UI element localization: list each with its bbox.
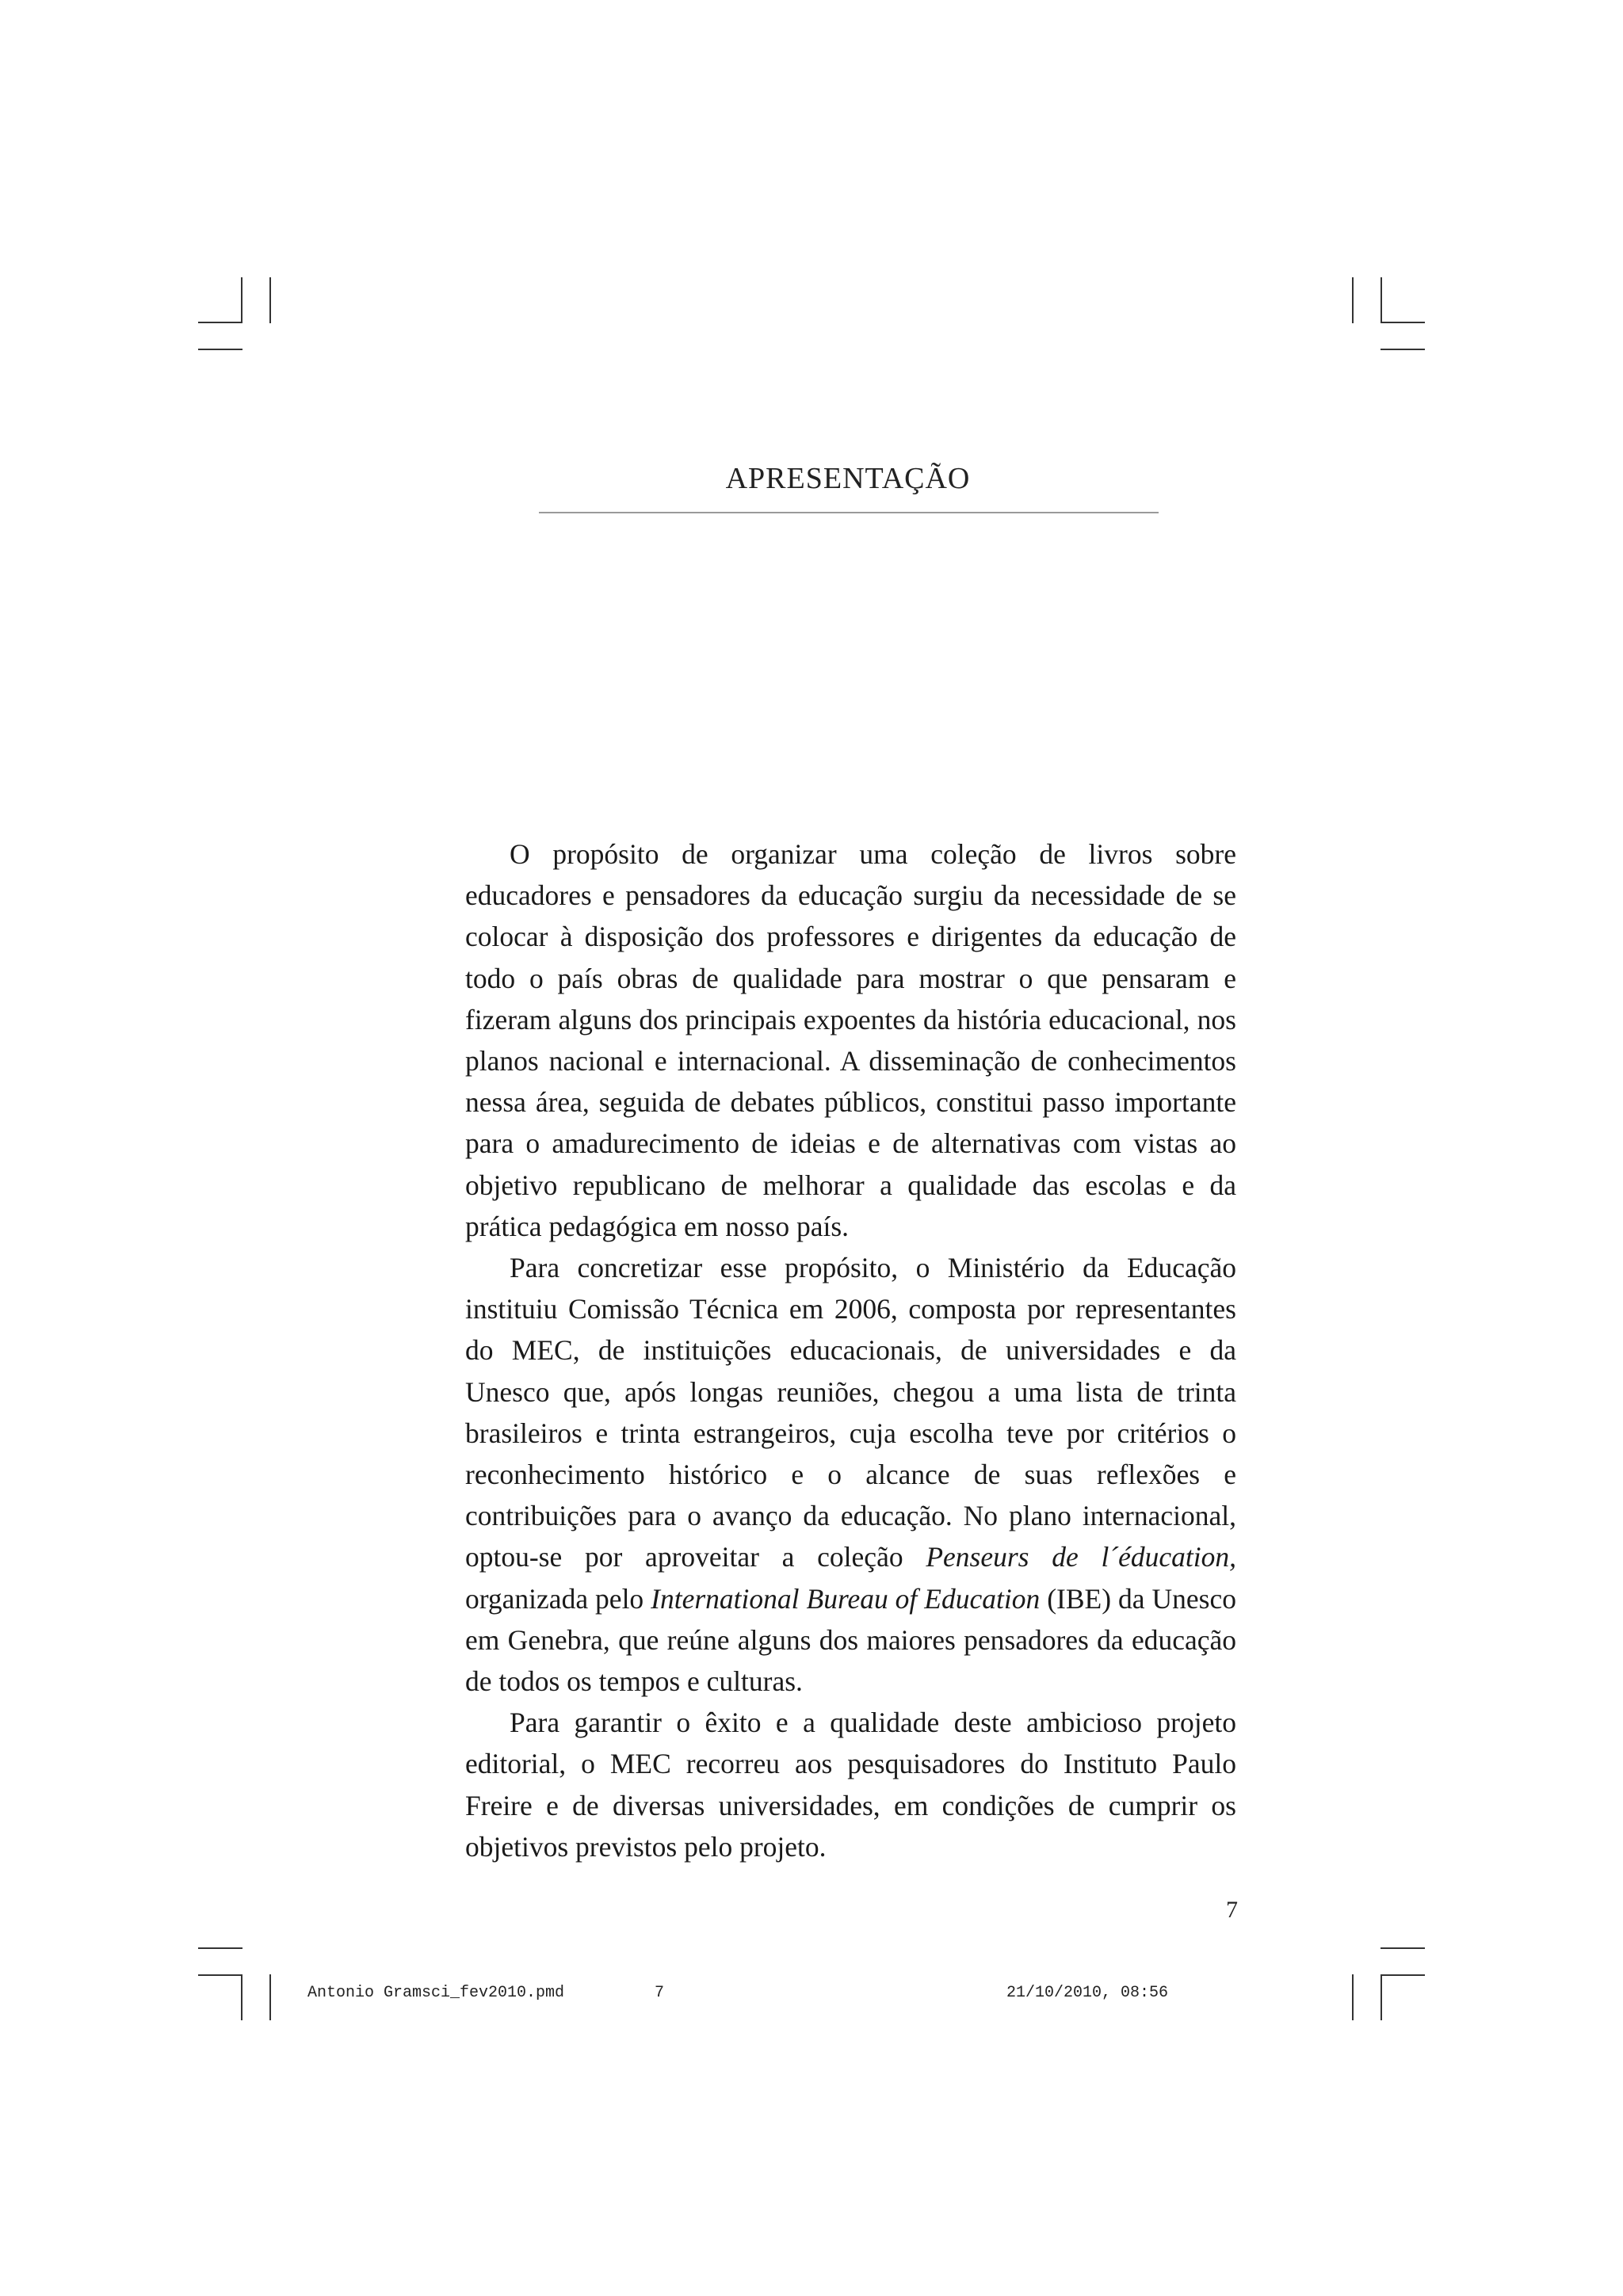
slug-filename: Antonio Gramsci_fev2010.pmd (307, 1984, 565, 2002)
paragraph (465, 1247, 1236, 1702)
paragraph: O propósito de organizar uma coleção de livros sobre educadores e pensadores da educação surgiu da necessidade de se colocar à disposição dos professores e dirigentes da educação de todo o país obras de qualidade para mostrar o que pensaram e fizeram alguns dos principais expoentes da história educacional, nos planos nacional e internacional. A disseminação de conhecimentos nessa área, seguida de debates públicos, constitui passo importante para o amadurecimento de ideias e de alternativas com vistas ao objetivo republicano de melhorar a qualidade das escolas e da prática pedagógica em nosso país. (465, 838, 1236, 1242)
paragraph: Para garantir o êxito e a qualidade deste ambicioso projeto editorial, o MEC recorreu aos pesquisadores do Instituto Paulo Freire e de diversas universidades, em condições de cumprir os objetivos previstos pelo projeto. (465, 1707, 1236, 1863)
crop-mark (198, 1974, 242, 1976)
slug-timestamp: 21/10/2010, 08:56 (1006, 1984, 1169, 2002)
crop-mark (1381, 1974, 1425, 1976)
italic-title: Penseurs de l´éducation, (926, 1541, 1236, 1573)
crop-mark (198, 349, 242, 350)
crop-mark (1381, 277, 1382, 323)
crop-mark (241, 277, 242, 323)
crop-mark (1381, 349, 1425, 350)
text-run: organizada pelo (465, 1582, 651, 1615)
crop-mark (198, 1947, 242, 1949)
slug-page: 7 (655, 1984, 665, 2002)
text-run: Para concretizar esse propósito, o Ministério da Educação instituiu Comissão Técnica em 2006, composta por representantes do MEC, de instituições educacionais, de universidades e da Unesco que, após longas reuniões, chegou a uma lista de trinta brasileiros e trinta estrangeiros, cuja escolha teve por critérios o reconhecimento histórico e o alcance de suas reflexões e contribuições para o avanço da educação. No plano internacional, optou-se por aproveitar a coleção (465, 1252, 1236, 1573)
crop-mark (269, 277, 271, 323)
crop-mark (241, 1974, 242, 2020)
body-text (465, 833, 1236, 1867)
page-title: APRESENTAÇÃO (725, 462, 971, 495)
crop-mark (1352, 1974, 1354, 2020)
italic-title: International Bureau of Education (651, 1582, 1041, 1615)
crop-mark (1381, 1947, 1425, 1949)
crop-mark (1381, 322, 1425, 323)
heading-divider (539, 512, 1159, 513)
crop-mark (269, 1974, 271, 2020)
crop-mark (1381, 1974, 1382, 2020)
page-number: 7 (1226, 1897, 1238, 1923)
crop-mark (1352, 277, 1354, 323)
crop-mark (198, 322, 242, 323)
text-run: (IBE) da Unesco em Genebra, que reúne alguns dos maiores pensadores da educação de todos os tempos e culturas. (465, 1582, 1236, 1698)
